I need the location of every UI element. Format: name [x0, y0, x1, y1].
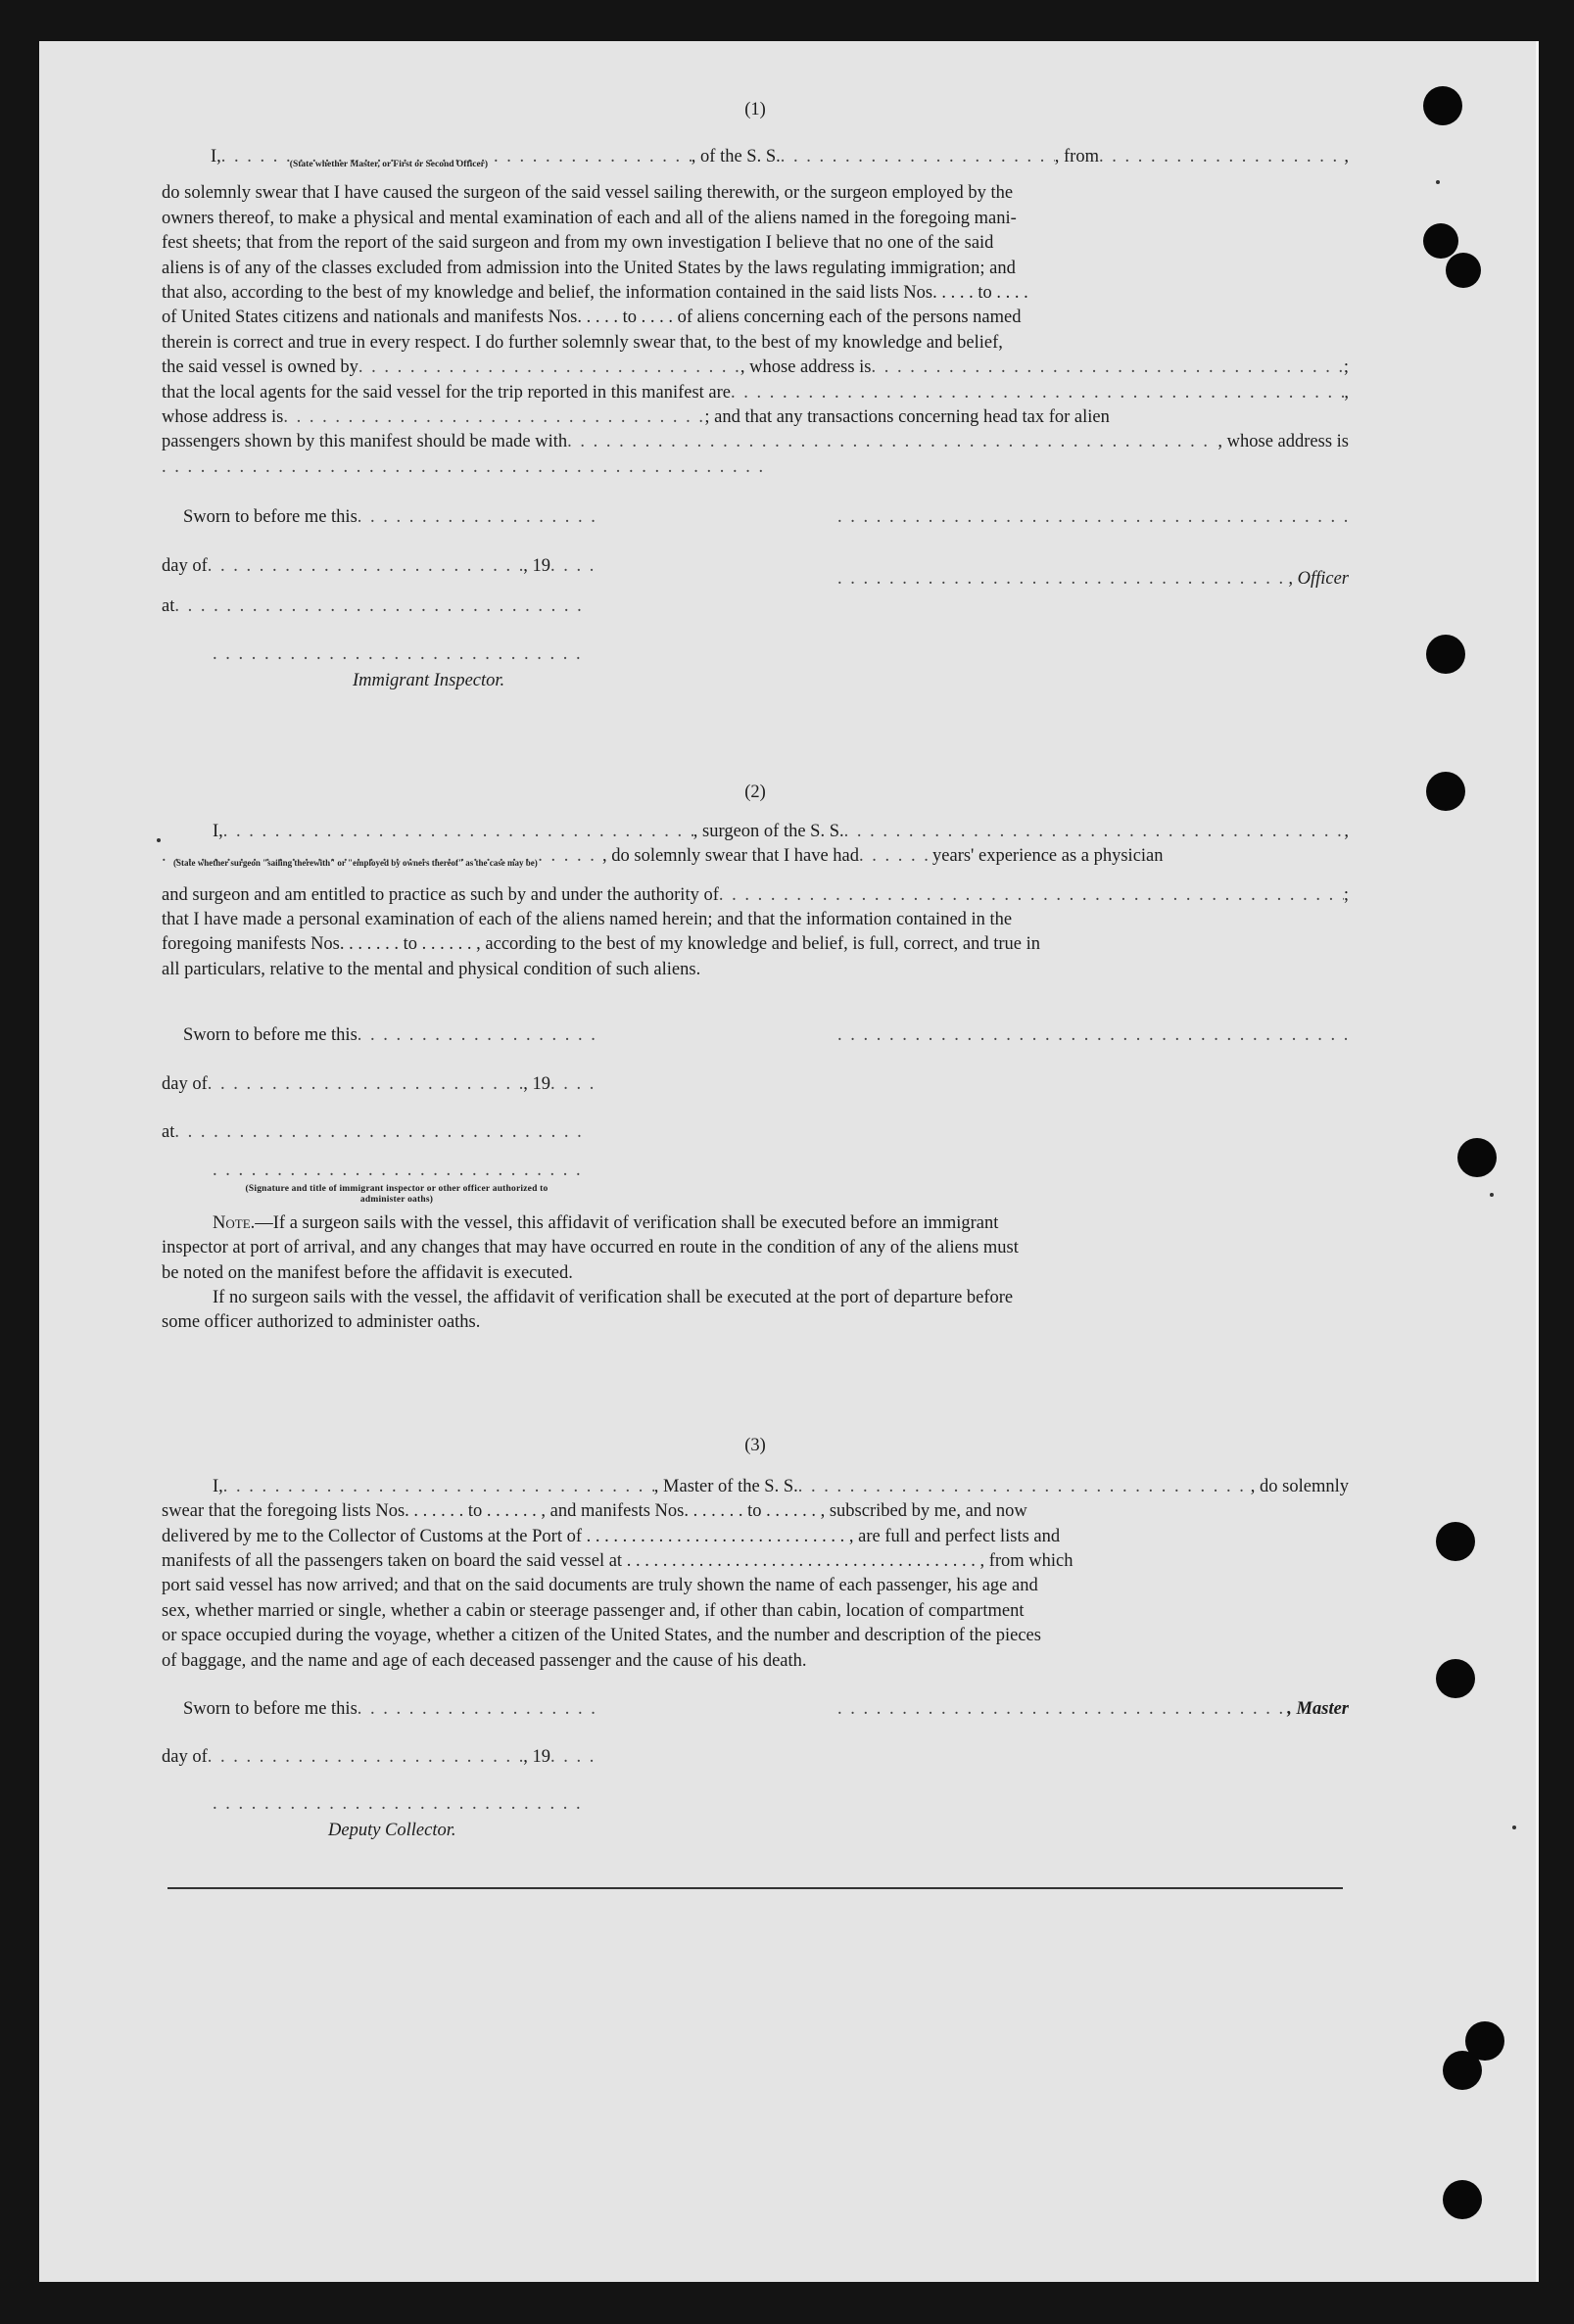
label-at: at [162, 595, 175, 616]
body-line: port said vessel has now arrived; and that on the said documents are truly shown the name of each passenger, his age and [162, 1576, 1038, 1596]
day-row [162, 1072, 595, 1097]
label-address: , whose address is [739, 357, 872, 378]
place-field[interactable] [174, 594, 583, 619]
label-year: , 19 [523, 1073, 550, 1094]
body-line: that I have made a personal examination of each of the aliens named herein; and that the information contained in the [162, 909, 1013, 929]
label-solemnly: , do solemnly [1250, 1476, 1349, 1496]
vessel-name-field[interactable] [781, 145, 1055, 169]
collector-signature-row [213, 1792, 585, 1817]
agents-address-field[interactable] [283, 405, 704, 430]
owner-line: the said vessel is owned by . . . , whose address is . . . ; [162, 356, 1349, 380]
at-row [162, 1120, 583, 1145]
binder-hole [1423, 223, 1458, 259]
surgeon-name-field[interactable] [223, 820, 693, 844]
vessel-name-field[interactable] [798, 1475, 1251, 1499]
body-line: manifests of all the passengers taken on board the said vessel at . . . . . . . . . . . . . . . . . . . . . . . . . . . . . . . . . . . . . . . , from which [162, 1551, 1073, 1572]
paper-speck [1512, 1826, 1516, 1829]
binder-hole [1436, 1522, 1475, 1561]
signature-hint: (Signature and title of immigrant inspector or other officer authorized to administer oaths) [245, 1183, 549, 1205]
experience-line [162, 844, 1349, 869]
surgeon-status-field[interactable] [162, 844, 602, 869]
collector-signature-field[interactable] [213, 1792, 585, 1817]
officer-name-field[interactable] [221, 145, 692, 169]
officer-signature-field[interactable] [837, 505, 1349, 530]
master-signature-field[interactable] [837, 1697, 1287, 1722]
body-line: foregoing manifests Nos. . . . . . . to . . . . . . , according to the best of my knowledge and belief, is full, correct, and true in [162, 934, 1041, 955]
at-row [162, 594, 583, 619]
inspector-title: Immigrant Inspector. [353, 671, 505, 691]
body-line: all particulars, relative to the mental and physical condition of such aliens. [162, 959, 701, 979]
affidavit-section-2 [162, 781, 1349, 1336]
body-line: therein is correct and true in every respect. I do further solemnly swear that, to the best of my knowledge and belief, [162, 332, 1003, 353]
body-line: that also, according to the best of my knowledge and belief, the information contained in the said lists Nos. . . . . to . . . . [162, 283, 1028, 304]
sworn-row [162, 1697, 1349, 1722]
address-continuation [162, 455, 1349, 480]
binder-hole [1457, 1138, 1497, 1177]
label-passengers: passengers shown by this manifest should be made with [162, 432, 568, 452]
binder-hole [1426, 772, 1465, 811]
master-line [162, 145, 1349, 169]
label-agents: that the local agents for the said vessel for the trip reported in this manifest are [162, 382, 732, 403]
label-sworn: Sworn to before me this [183, 507, 358, 528]
vessel-name-field[interactable] [844, 820, 1345, 844]
affidavit-section-3 [162, 1434, 1349, 1889]
head-tax-field[interactable] [567, 430, 1217, 454]
inspector-signature-row [213, 642, 585, 667]
label-sworn: Sworn to before me this [183, 1025, 358, 1046]
label-from: , from [1054, 147, 1099, 166]
section-number: (3) [744, 1435, 766, 1455]
surgeon-signature-field[interactable] [837, 1023, 1349, 1048]
surgeon-line [162, 820, 1349, 844]
note-line: be noted on the manifest before the affidavit is executed. [162, 1262, 573, 1283]
paper-speck [1490, 1193, 1494, 1197]
label-experience: years' experience as a physician [932, 846, 1164, 867]
sworn-day-field[interactable] [358, 505, 595, 530]
label-i: I, [211, 147, 221, 166]
field-hint: (State whether Master, or First or Second Officer) [289, 160, 489, 169]
binder-hole [1426, 635, 1465, 674]
passengers-line [162, 430, 1349, 454]
body-line: delivered by me to the Collector of Customs at the Port of . . . . . . . . . . . . . . . . . . . . . . . . . . . . . , are full and perfect lists and [162, 1526, 1061, 1546]
owner-field[interactable] [358, 356, 740, 380]
month-field[interactable] [208, 554, 524, 579]
month-field[interactable] [208, 1745, 524, 1770]
from-port-field[interactable] [1099, 145, 1344, 169]
officer-title-field[interactable] [837, 567, 1288, 592]
label-master-title: , Master [1287, 1699, 1349, 1720]
collector-title: Deputy Collector. [328, 1821, 456, 1841]
binder-hole [1443, 2180, 1482, 2219]
paper-speck [1436, 180, 1440, 184]
note-line: some officer authorized to administer oaths. [162, 1312, 481, 1333]
body-line: do solemnly swear that I have caused the surgeon of the said vessel sailing therewith, or the surgeon employed by the [162, 183, 1014, 204]
body-line: of baggage, and the name and age of each deceased passenger and the cause of his death. [162, 1650, 807, 1671]
sworn-row [162, 1023, 1349, 1048]
label-at: at [162, 1121, 175, 1142]
body-line: or space occupied during the voyage, whether a citizen of the United States, and the number and description of the pieces [162, 1626, 1041, 1646]
binder-hole [1446, 253, 1481, 288]
label-transactions: ; and that any transactions concerning head tax for alien [704, 407, 1110, 428]
affidavit-section-1 [162, 98, 1349, 694]
section-number: (2) [744, 782, 766, 802]
day-row [162, 1745, 595, 1770]
body-line: aliens is of any of the classes excluded from admission into the United States by the laws regulating immigration; and [162, 258, 1016, 278]
note-line [162, 1211, 1349, 1236]
note-line: If no surgeon sails with the vessel, the affidavit of verification shall be executed at the port of departure before [213, 1288, 1014, 1307]
label-day-of: day of [162, 555, 208, 576]
body-line: owners thereof, to make a physical and mental examination of each and all of the aliens named in the foregoing mani- [162, 208, 1017, 228]
note-line: inspector at port of arrival, and any changes that may have occurred en route in the condition of any of the aliens must [162, 1238, 1019, 1258]
sworn-day-field[interactable] [358, 1023, 595, 1048]
paper-speck [157, 838, 161, 842]
body-line: swear that the foregoing lists Nos. . . . . . . to . . . . . . , and manifests Nos. . . . . . . to . . . . . . , subscribed by me, and now [162, 1501, 1027, 1522]
label-sworn: Sworn to before me this [183, 1699, 358, 1720]
label-surgeon: , surgeon of the S. S. [692, 821, 844, 841]
agents-address-line [162, 405, 1349, 430]
punctuation: , [1344, 821, 1349, 841]
sworn-day-field[interactable] [358, 1697, 595, 1722]
label-master: , Master of the S. S. [653, 1476, 798, 1496]
field-hint: (State whether surgeon "sailing therewith" or "employed by owners thereof" as the case may be) [173, 858, 538, 869]
label-owned-by: the said vessel is owned by [162, 357, 358, 378]
binder-hole [1436, 1659, 1475, 1698]
agents-line: that the local agents for the said vessel for the trip reported in this manifest are . . . , [162, 381, 1349, 405]
punctuation: , [1344, 147, 1349, 166]
head-tax-address-field[interactable] [162, 455, 769, 480]
month-field[interactable] [208, 1072, 524, 1097]
label-i: I, [213, 1476, 223, 1496]
sworn-row [162, 505, 1349, 530]
label-i: I, [213, 821, 223, 841]
label-address: , whose address is [1217, 432, 1349, 452]
bottom-rule [167, 1887, 1343, 1889]
body-line: fest sheets; that from the report of the said surgeon and from my own investigation I believe that no one of the said [162, 233, 994, 254]
body-line: sex, whether married or single, whether a cabin or steerage passenger and, if other than cabin, location of compartment [162, 1600, 1025, 1621]
label-address: whose address is [162, 407, 284, 428]
form-content [162, 98, 1349, 1889]
year-field[interactable] [550, 1072, 595, 1097]
binder-hole [1443, 2051, 1482, 2090]
label-authority: and surgeon and am entitled to practice as such by and under the authority of [162, 884, 719, 905]
note-label: Note. [213, 1212, 256, 1233]
binder-hole [1423, 86, 1462, 125]
signature-field[interactable] [213, 1159, 585, 1183]
inspector-signature-field[interactable] [213, 642, 585, 667]
years-field[interactable] [859, 844, 932, 869]
owner-address-field[interactable] [872, 356, 1344, 380]
note-text: —If a surgeon sails with the vessel, this affidavit of verification shall be executed before an immigrant [255, 1212, 999, 1233]
master-line [162, 1475, 1349, 1499]
year-field[interactable] [550, 554, 595, 579]
authority-line [162, 883, 1349, 908]
master-name-field[interactable] [223, 1475, 654, 1499]
label-officer: , Officer [1288, 569, 1349, 590]
body-line: of United States citizens and nationals and manifests Nos. . . . . to . . . . of aliens concerning each of the persons named [162, 308, 1022, 328]
authority-field[interactable] [719, 883, 1344, 908]
place-field[interactable] [174, 1120, 583, 1145]
label-day-of: day of [162, 1073, 208, 1094]
section-number: (1) [744, 100, 766, 119]
year-field[interactable] [550, 1745, 595, 1770]
label-of-ss: , of the S. S. [691, 147, 781, 166]
agents-field[interactable] [731, 381, 1344, 405]
label-year: , 19 [523, 1747, 550, 1768]
label-day-of: day of [162, 1747, 208, 1768]
signature-row [213, 1159, 585, 1183]
label-year: , 19 [523, 555, 550, 576]
punctuation: ; [1343, 884, 1349, 905]
label-swear: , do solemnly swear that I have had [602, 846, 860, 867]
